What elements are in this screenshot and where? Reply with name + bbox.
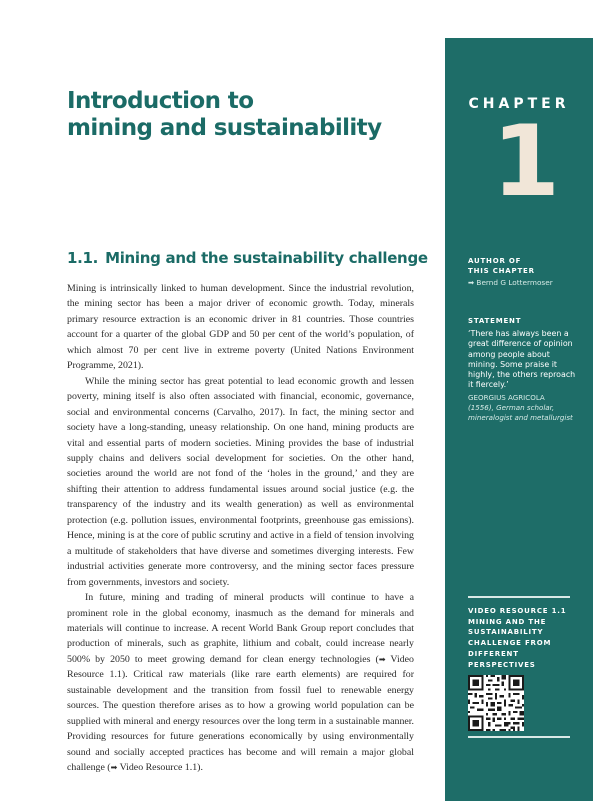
qr-code-graphic — [468, 675, 524, 731]
video-resource-heading: VIDEO RESOURCE 1.1 MINING AND THE SUSTAINABILITY CHALLENGE FROM DIFFERENT PERSPECTIVES — [468, 607, 567, 669]
qr-code-icon[interactable] — [468, 675, 524, 731]
video-resource-link-2[interactable]: Video Resource 1.1). — [117, 762, 203, 774]
chapter-number: 1 — [491, 105, 557, 219]
section-heading — [67, 249, 427, 267]
statement-author — [468, 393, 578, 424]
video-resource-block — [468, 606, 578, 670]
paragraph-2: While the mining sector has great potential to lead economic growth and lessen poverty, mining itself is also often associated with financial, economic, governance, social and environmental concerns (Carvalho, 2017). In fact, the mining sector and society have a long-standing, uneasy relationship. On one hand, mining products are vital and essential parts of modern societies. Mining provides the base of industrial supply chains and delivers social development for societies. On the other hand, societies around the world are not fond of the ‘holes in the ground,’ and they are shifting their attention to address fundamental issues around social justice (e.g. the transparency of the industry and its wealth generation) as well as environmental protection (e.g. pollution issues, environmental footprints, greenhouse gas emissions). Hence, mining is at the core of public scrutiny and active in a field of tension involving a multitude of stakeholders that have diverse and sometimes diverging interests. Few industrial activities generate more controversy, and the mining sector faces pressure from governments, investors and society. — [67, 375, 414, 588]
arrow-icon: ➡ — [110, 763, 118, 773]
paragraph-3-text: In future, mining and trading of mineral products will continue to have a prominent role in the global economy, inasmuch as the demand for minerals and materials will continue to increase. A recent World Bank Group report concludes that production of minerals, such as graphite, lithium and cobalt, could increase nearly 500% by 2050 to meet growing demand for clean energy technologies ( — [67, 592, 414, 665]
body-text — [67, 281, 414, 776]
author-heading-line-1: AUTHOR OF — [468, 257, 522, 265]
statement-block — [468, 316, 578, 424]
statement-heading: STATEMENT — [468, 317, 522, 325]
section-title: Mining and the sustainability challenge — [105, 249, 428, 267]
video-divider-bottom — [468, 736, 570, 738]
author-heading-line-2: THIS CHAPTER — [468, 267, 535, 275]
page-title-line-1: Introduction to — [67, 88, 254, 114]
page-title-line-2: mining and sustainability — [67, 115, 382, 141]
statement-author-name: GEORGIUS AGRICOLA — [468, 392, 545, 402]
paragraph-3 — [67, 590, 414, 775]
statement-quote: ‘There has always been a great difference of opinion among people about mining. Some praise it highly, the others reproach it fiercely.’ — [468, 329, 576, 390]
arrow-icon: ➡ — [378, 654, 386, 664]
chapter-label: CHAPTER — [468, 96, 570, 112]
author-block — [468, 256, 578, 288]
author-name-link[interactable]: ➡ Bernd G Lottermoser — [468, 278, 553, 287]
section-number: 1.1. — [67, 249, 99, 267]
paragraph-1: Mining is intrinsically linked to human development. Since the industrial revolution, the mining sector has been a major driver of economic growth. Today, minerals primary resource extraction is an economic driver in 81 countries. Those countries account for a quarter of the global GDP and 50 per cent of the world’s population, of which almost 70 per cent live in extreme poverty (United Nations Environment Programme, 2021). — [67, 283, 414, 372]
page-title — [67, 88, 427, 142]
statement-author-role: (1556), German scholar, mineralogist and metallurgist — [468, 403, 573, 423]
chapter-sidebar — [445, 38, 593, 801]
video-divider-top — [468, 596, 570, 598]
video-resource-link-1[interactable]: Video Resource 1.1). Critical raw materials (like rare earth elements) are required for sustainable development and the transition from fossil fuel to renewable energy sources. The question therefore arises as to how a growing world population can be supplied with mineral and energy resources over the long term in a sustainable manner. Providing resources for future generations economically by using environmentally sound and socially accepted practices has become and will remain a major global challenge ( — [67, 653, 414, 774]
